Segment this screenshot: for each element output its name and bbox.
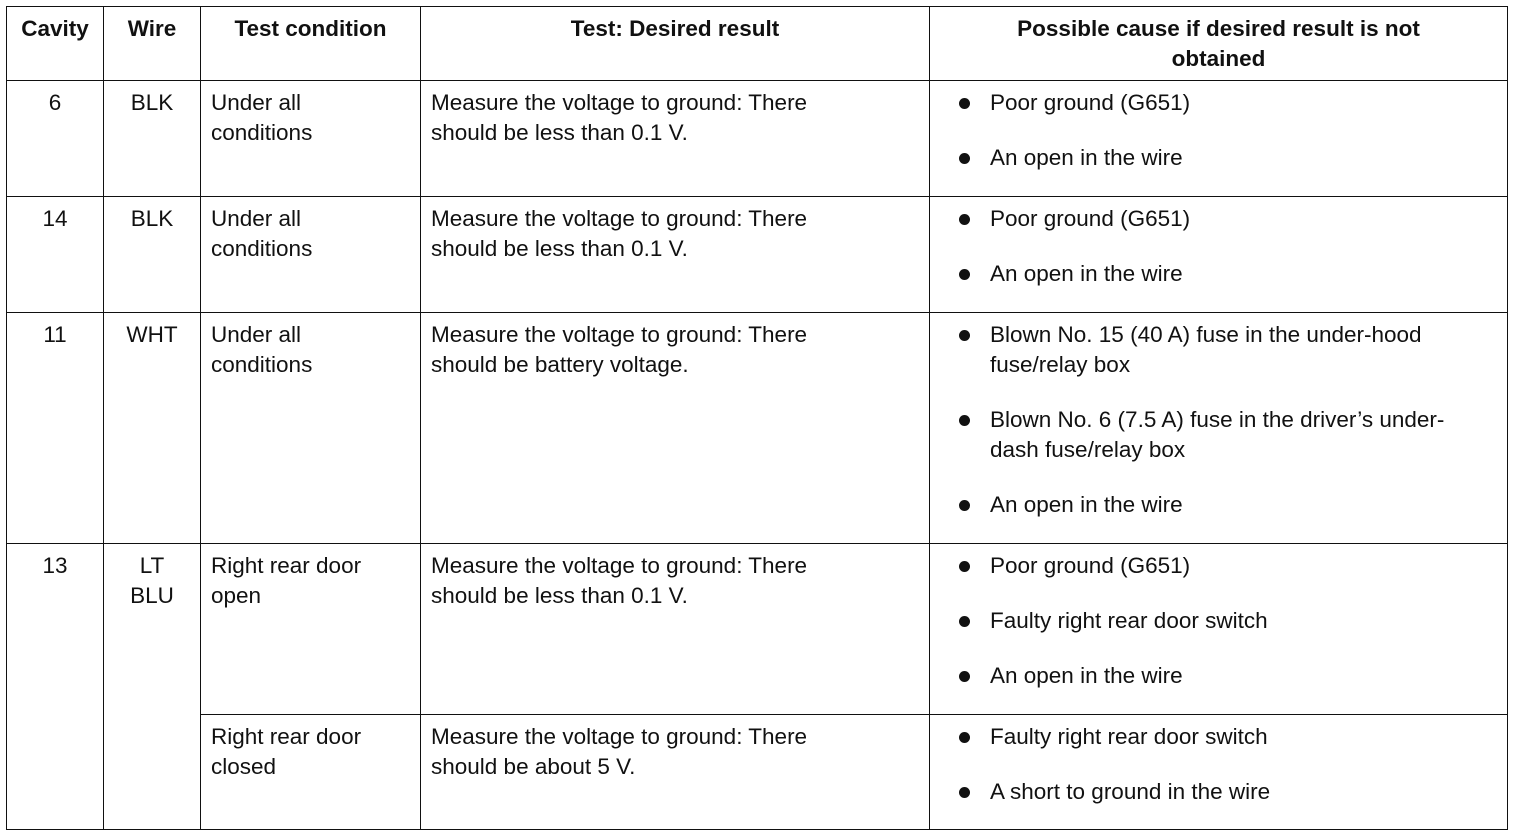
cavity-cell: 6 (7, 81, 104, 197)
bullet-icon (959, 787, 970, 798)
cause-text: Faulty right rear door switch (990, 724, 1268, 749)
cause-item (930, 722, 1507, 752)
table-row (7, 197, 1508, 313)
cause-item (930, 405, 1507, 465)
cause-list (930, 715, 1507, 807)
cause-item (930, 490, 1507, 520)
header-test-condition: Test condition (201, 7, 421, 81)
cause-text: Poor ground (G651) (990, 206, 1191, 231)
result-cell: Measure the voltage to ground: There should be about 5 V. (421, 715, 930, 830)
wire-label: LT BLU (130, 553, 174, 608)
bullet-icon (959, 500, 970, 511)
cause-text: An open in the wire (990, 492, 1183, 517)
wire-cell (104, 544, 201, 830)
bullet-icon (959, 561, 970, 572)
cause-text: Faulty right rear door switch (990, 608, 1268, 633)
header-wire: Wire (104, 7, 201, 81)
bullet-icon (959, 671, 970, 682)
cause-text: An open in the wire (990, 145, 1183, 170)
cause-cell (930, 197, 1508, 313)
header-row (7, 7, 1508, 81)
cause-text: An open in the wire (990, 261, 1183, 286)
cause-text: An open in the wire (990, 663, 1183, 688)
bullet-icon (959, 98, 970, 109)
condition-cell: Right rear door open (201, 544, 421, 715)
table-row (7, 81, 1508, 197)
cause-list (930, 81, 1507, 173)
cause-item (930, 204, 1507, 234)
bullet-icon (959, 415, 970, 426)
cause-item (930, 777, 1507, 807)
cause-cell (930, 313, 1508, 544)
condition-cell: Under all conditions (201, 197, 421, 313)
wire-cell: BLK (104, 81, 201, 197)
result-cell: Measure the voltage to ground: There should be less than 0.1 V. (421, 81, 930, 197)
cause-cell (930, 81, 1508, 197)
cause-text: Poor ground (G651) (990, 90, 1191, 115)
table-row (7, 313, 1508, 544)
cause-item (930, 551, 1507, 581)
cause-item (930, 88, 1507, 118)
header-cavity: Cavity (7, 7, 104, 81)
cavity-cell: 14 (7, 197, 104, 313)
cause-list (930, 544, 1507, 691)
cause-list (930, 197, 1507, 289)
bullet-icon (959, 214, 970, 225)
bullet-icon (959, 616, 970, 627)
bullet-icon (959, 153, 970, 164)
wire-cell: BLK (104, 197, 201, 313)
condition-cell: Under all conditions (201, 81, 421, 197)
header-possible-cause: Possible cause if desired result is not obtained (930, 7, 1508, 81)
cause-text: A short to ground in the wire (990, 779, 1271, 804)
bullet-icon (959, 732, 970, 743)
condition-cell: Under all conditions (201, 313, 421, 544)
cause-item (930, 661, 1507, 691)
diagnostic-table (6, 6, 1508, 830)
cause-text: Poor ground (G651) (990, 553, 1191, 578)
cause-cell (930, 715, 1508, 830)
cause-item (930, 320, 1507, 380)
cause-text: Blown No. 15 (40 A) fuse in the under-hood fuse/relay box (990, 322, 1422, 377)
cause-cell (930, 544, 1508, 715)
bullet-icon (959, 269, 970, 280)
wire-cell: WHT (104, 313, 201, 544)
result-cell: Measure the voltage to ground: There should be battery voltage. (421, 313, 930, 544)
cause-text: Blown No. 6 (7.5 A) fuse in the driver’s under-dash fuse/relay box (990, 407, 1445, 462)
table-row (7, 715, 1508, 830)
cause-list (930, 313, 1507, 520)
cavity-cell: 13 (7, 544, 104, 830)
bullet-icon (959, 330, 970, 341)
condition-cell: Right rear door closed (201, 715, 421, 830)
cavity-cell: 11 (7, 313, 104, 544)
cause-item (930, 143, 1507, 173)
cause-item (930, 259, 1507, 289)
cause-item (930, 606, 1507, 636)
result-cell: Measure the voltage to ground: There should be less than 0.1 V. (421, 197, 930, 313)
header-desired-result: Test: Desired result (421, 7, 930, 81)
result-cell: Measure the voltage to ground: There should be less than 0.1 V. (421, 544, 930, 715)
table-row (7, 544, 1508, 715)
